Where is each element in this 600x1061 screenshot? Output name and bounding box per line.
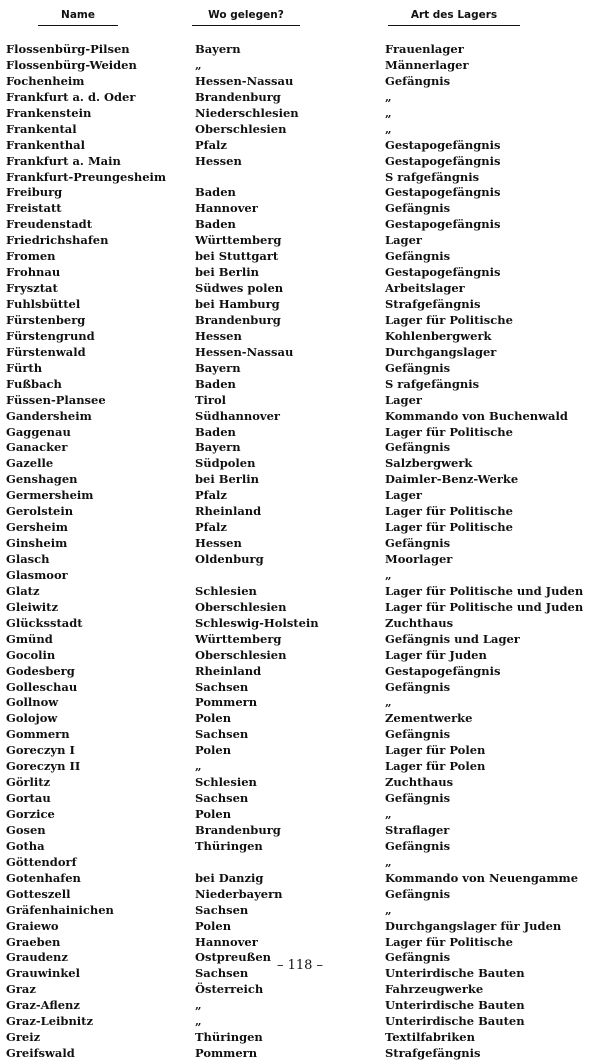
cell-location: Württemberg bbox=[195, 631, 282, 646]
cell-type: Gestapogefängnis bbox=[385, 663, 501, 678]
cell-name: Fürstenberg bbox=[6, 312, 86, 327]
cell-location: Baden bbox=[195, 424, 236, 439]
cell-location: Pfalz bbox=[195, 488, 227, 503]
cell-location: Hessen-Nassau bbox=[195, 344, 294, 359]
table-row bbox=[0, 153, 600, 169]
cell-location: Baden bbox=[195, 376, 236, 391]
cell-name: Flossenbürg-Pilsen bbox=[6, 42, 130, 56]
table-row bbox=[0, 57, 600, 73]
cell-type: Zuchthaus bbox=[385, 615, 454, 630]
cell-name: Fußbach bbox=[6, 376, 62, 391]
cell-type: Lager für Politische bbox=[385, 520, 513, 535]
table-row bbox=[0, 296, 600, 312]
cell-name: Ganacker bbox=[6, 440, 68, 455]
table-row bbox=[0, 376, 600, 392]
table-row bbox=[0, 567, 600, 583]
cell-location: Bayern bbox=[195, 42, 241, 56]
cell-type: Frauenlager bbox=[385, 42, 464, 56]
cell-name: Füssen-Plansee bbox=[6, 392, 106, 407]
cell-type: Lager für Politische und Juden bbox=[385, 599, 584, 614]
cell-location: „ bbox=[195, 1014, 202, 1029]
table-row bbox=[0, 870, 600, 886]
cell-name: Fürstengrund bbox=[6, 328, 95, 343]
cell-location: bei Danzig bbox=[195, 870, 264, 885]
cell-type: Zuchthaus bbox=[385, 775, 454, 790]
cell-name: Gotteszell bbox=[6, 886, 71, 901]
table-row bbox=[0, 1045, 600, 1061]
cell-name: Frankfurt a. d. Oder bbox=[6, 89, 136, 104]
cell-name: Freudenstadt bbox=[6, 217, 93, 232]
cell-type: Gestapogefängnis bbox=[385, 137, 501, 152]
cell-name: Gocolin bbox=[6, 647, 56, 662]
cell-name: Graiewo bbox=[6, 918, 59, 933]
cell-type: Gefängnis bbox=[385, 73, 451, 88]
cell-location: Schlesien bbox=[195, 775, 257, 790]
cell-type: Unterirdische Bauten bbox=[385, 1014, 525, 1029]
cell-location: Rheinland bbox=[195, 504, 262, 519]
cell-name: Friedrichshafen bbox=[6, 233, 109, 248]
table-row bbox=[0, 599, 600, 615]
table-row bbox=[0, 886, 600, 902]
table-row bbox=[0, 551, 600, 567]
column-header-location-label: Wo gelegen? bbox=[208, 9, 284, 21]
cell-name: Freistatt bbox=[6, 201, 62, 216]
header-underline bbox=[38, 25, 118, 26]
cell-location: Hessen bbox=[195, 153, 242, 168]
cell-name: Frankenstein bbox=[6, 105, 92, 120]
table-row bbox=[0, 471, 600, 487]
cell-location: Oldenburg bbox=[195, 552, 264, 566]
cell-name: Graz-Aflenz bbox=[6, 998, 80, 1013]
cell-name: Godesberg bbox=[6, 663, 75, 678]
cell-location: Südhannover bbox=[195, 408, 280, 423]
cell-type: Unterirdische Bauten bbox=[385, 998, 525, 1013]
cell-location: Brandenburg bbox=[195, 312, 281, 327]
table-row bbox=[0, 997, 600, 1013]
table-row bbox=[0, 248, 600, 264]
table-row bbox=[0, 615, 600, 631]
cell-location: Polen bbox=[195, 711, 232, 726]
cell-location: „ bbox=[195, 57, 202, 72]
cell-location: Polen bbox=[195, 743, 232, 758]
cell-type: Durchgangslager für Juden bbox=[385, 918, 562, 933]
cell-location: Sachsen bbox=[195, 966, 249, 981]
table-row bbox=[0, 503, 600, 519]
table-row bbox=[0, 583, 600, 599]
cell-location: Baden bbox=[195, 185, 236, 200]
cell-name: Flossenbürg-Weiden bbox=[6, 57, 137, 72]
table-row bbox=[0, 455, 600, 471]
cell-name: Germersheim bbox=[6, 488, 94, 503]
cell-name: Gleiwitz bbox=[6, 599, 58, 614]
cell-name: Glatz bbox=[6, 583, 40, 598]
table-row bbox=[0, 264, 600, 280]
cell-location: Oberschlesien bbox=[195, 121, 287, 136]
cell-location: Hannover bbox=[195, 934, 258, 949]
cell-location: Thüringen bbox=[195, 838, 263, 853]
cell-type: Gefängnis bbox=[385, 838, 451, 853]
cell-type: Lager für Polen bbox=[385, 743, 486, 758]
cell-type: Salzbergwerk bbox=[385, 456, 473, 471]
cell-type: „ bbox=[385, 854, 392, 869]
cell-name: Gotha bbox=[6, 838, 45, 853]
cell-type: Textilfabriken bbox=[385, 1030, 475, 1045]
cell-type: Durchgangslager bbox=[385, 344, 497, 359]
header-underline bbox=[192, 25, 300, 26]
cell-name: Goreczyn II bbox=[6, 759, 81, 774]
table-row bbox=[0, 663, 600, 679]
cell-type: Fahrzeugwerke bbox=[385, 982, 484, 997]
cell-location: Bayern bbox=[195, 360, 241, 375]
table-row bbox=[0, 487, 600, 503]
table-row bbox=[0, 41, 600, 57]
table-row bbox=[0, 774, 600, 790]
table-row bbox=[0, 726, 600, 742]
table-row bbox=[0, 280, 600, 296]
cell-location: Sachsen bbox=[195, 902, 249, 917]
cell-type: Gestapogefängnis bbox=[385, 265, 501, 280]
cell-location: Niederbayern bbox=[195, 886, 283, 901]
cell-name: Gaggenau bbox=[6, 424, 71, 439]
table-row bbox=[0, 694, 600, 710]
cell-name: Graeben bbox=[6, 934, 61, 949]
page-number: – 118 – bbox=[276, 958, 324, 973]
table-row bbox=[0, 918, 600, 934]
table-row bbox=[0, 806, 600, 822]
table-row bbox=[0, 439, 600, 455]
cell-name: Graz bbox=[6, 982, 36, 997]
cell-type: „ bbox=[385, 902, 392, 917]
cell-location: Polen bbox=[195, 918, 232, 933]
table-row bbox=[0, 758, 600, 774]
table-row bbox=[0, 1013, 600, 1029]
cell-location: Südwes polen bbox=[195, 281, 284, 296]
cell-name: Göttendorf bbox=[6, 854, 77, 869]
cell-type: Lager für Politische und Juden bbox=[385, 583, 584, 598]
cell-location: Pfalz bbox=[195, 137, 227, 152]
cell-location: „ bbox=[195, 759, 202, 774]
cell-type: Lager bbox=[385, 392, 422, 407]
cell-type: Gestapogefängnis bbox=[385, 153, 501, 168]
table-row bbox=[0, 854, 600, 870]
cell-type: Gefängnis bbox=[385, 791, 451, 806]
cell-name: Fuhlsbüttel bbox=[6, 297, 81, 311]
cell-type: Gefängnis bbox=[385, 360, 451, 375]
cell-name: Glasmoor bbox=[6, 567, 68, 582]
table-row bbox=[0, 790, 600, 806]
cell-name: Frankental bbox=[6, 121, 77, 136]
table-row bbox=[0, 89, 600, 105]
cell-name: Görlitz bbox=[6, 775, 51, 790]
cell-type: Gefängnis bbox=[385, 886, 451, 901]
cell-location: Baden bbox=[195, 217, 236, 232]
column-header-type-label: Art des Lagers bbox=[410, 9, 498, 21]
cell-location: Hessen-Nassau bbox=[195, 73, 294, 88]
cell-type: Lager für Politische bbox=[385, 424, 513, 439]
cell-name: Graz-Leibnitz bbox=[6, 1014, 94, 1029]
cell-location: Bayern bbox=[195, 440, 241, 455]
cell-type: „ bbox=[385, 695, 392, 710]
cell-type: „ bbox=[385, 105, 392, 120]
cell-name: Freiburg bbox=[6, 185, 63, 200]
cell-type: Gestapogefängnis bbox=[385, 217, 501, 232]
cell-type: Lager für Politische bbox=[385, 312, 513, 327]
cell-location: Hessen bbox=[195, 328, 242, 343]
cell-location: „ bbox=[195, 998, 202, 1013]
cell-type: Gefängnis bbox=[385, 536, 451, 551]
cell-type: „ bbox=[385, 121, 392, 136]
header-underline bbox=[388, 25, 520, 26]
cell-location: Niederschlesien bbox=[195, 105, 299, 120]
cell-location: Brandenburg bbox=[195, 822, 281, 837]
cell-type: Lager für Polen bbox=[385, 759, 486, 774]
cell-type: „ bbox=[385, 807, 392, 821]
cell-location: Württemberg bbox=[195, 233, 282, 248]
table-row bbox=[0, 105, 600, 121]
cell-name: Fürth bbox=[6, 360, 43, 375]
table-row bbox=[0, 710, 600, 726]
table-row bbox=[0, 424, 600, 440]
table-row bbox=[0, 631, 600, 647]
table-row bbox=[0, 216, 600, 232]
cell-type: „ bbox=[385, 567, 392, 582]
cell-name: Gommern bbox=[6, 727, 70, 742]
cell-type: Lager für Juden bbox=[385, 647, 487, 662]
cell-type: Strafgefängnis bbox=[385, 1046, 481, 1061]
cell-name: Gerolstein bbox=[6, 504, 74, 519]
column-header-location bbox=[192, 9, 300, 21]
cell-location: Ostpreußen bbox=[195, 950, 271, 965]
table-row bbox=[0, 1029, 600, 1045]
table-row bbox=[0, 73, 600, 89]
cell-name: Fürstenwald bbox=[6, 344, 86, 359]
cell-location: Brandenburg bbox=[195, 89, 281, 104]
cell-name: Gorzice bbox=[6, 807, 55, 821]
cell-type: Zementwerke bbox=[385, 711, 473, 726]
cell-type: Arbeitslager bbox=[385, 281, 465, 296]
cell-location: bei Hamburg bbox=[195, 297, 280, 311]
cell-name: Gortau bbox=[6, 791, 51, 806]
cell-name: Frankfurt a. Main bbox=[6, 153, 121, 168]
cell-type: Gefängnis bbox=[385, 249, 451, 264]
cell-name: Gazelle bbox=[6, 456, 54, 471]
table-row bbox=[0, 519, 600, 535]
cell-name: Graudenz bbox=[6, 950, 68, 965]
cell-location: Pfalz bbox=[195, 520, 227, 535]
table-row bbox=[0, 934, 600, 950]
table-row bbox=[0, 392, 600, 408]
cell-location: Pommern bbox=[195, 695, 258, 710]
cell-type: Kommando von Neuengamme bbox=[385, 870, 579, 885]
column-header-type bbox=[388, 9, 520, 21]
cell-type: Kommando von Buchenwald bbox=[385, 408, 568, 423]
cell-type: Straflager bbox=[385, 822, 450, 837]
table-row bbox=[0, 360, 600, 376]
cell-type: Gefängnis bbox=[385, 950, 451, 965]
table-row bbox=[0, 535, 600, 551]
cell-name: Ginsheim bbox=[6, 536, 68, 551]
cell-location: Oberschlesien bbox=[195, 647, 287, 662]
table-row bbox=[0, 981, 600, 997]
cell-name: Goreczyn I bbox=[6, 743, 75, 758]
cell-location: Schleswig-Holstein bbox=[195, 615, 319, 630]
table-row bbox=[0, 408, 600, 424]
cell-type: „ bbox=[385, 89, 392, 104]
cell-location: Polen bbox=[195, 807, 232, 821]
cell-location: Rheinland bbox=[195, 663, 262, 678]
cell-type: Gefängnis bbox=[385, 727, 451, 742]
cell-type: Gefängnis bbox=[385, 440, 451, 455]
cell-location: Hannover bbox=[195, 201, 258, 216]
cell-type: Moorlager bbox=[385, 552, 453, 566]
table-row bbox=[0, 312, 600, 328]
cell-location: Schlesien bbox=[195, 583, 257, 598]
cell-location: Österreich bbox=[195, 982, 264, 997]
cell-location: Sachsen bbox=[195, 791, 249, 806]
table-row bbox=[0, 232, 600, 248]
table-row bbox=[0, 838, 600, 854]
table-row bbox=[0, 679, 600, 695]
cell-location: Pommern bbox=[195, 1046, 258, 1061]
cell-location: Sachsen bbox=[195, 679, 249, 694]
cell-location: Hessen bbox=[195, 536, 242, 551]
cell-name: Golleschau bbox=[6, 679, 78, 694]
cell-location: Sachsen bbox=[195, 727, 249, 742]
cell-location: Tirol bbox=[195, 392, 227, 407]
cell-type: Strafgefängnis bbox=[385, 297, 481, 311]
cell-name: Greiz bbox=[6, 1030, 41, 1045]
table-row bbox=[0, 184, 600, 200]
cell-location: bei Stuttgart bbox=[195, 249, 279, 264]
camp-table bbox=[0, 41, 600, 1061]
cell-name: Frysztat bbox=[6, 281, 58, 296]
table-row bbox=[0, 169, 600, 185]
cell-name: Frohnau bbox=[6, 265, 61, 280]
cell-type: Daimler-Benz-Werke bbox=[385, 472, 519, 487]
cell-type: Lager für Politische bbox=[385, 504, 513, 519]
cell-name: Glasch bbox=[6, 552, 50, 566]
cell-name: Golojow bbox=[6, 711, 58, 726]
cell-name: Gosen bbox=[6, 822, 46, 837]
cell-name: Gandersheim bbox=[6, 408, 92, 423]
cell-name: Genshagen bbox=[6, 472, 78, 487]
cell-type: Männerlager bbox=[385, 57, 469, 72]
cell-name: Greifswald bbox=[6, 1046, 75, 1061]
cell-name: Fromen bbox=[6, 249, 56, 264]
table-row bbox=[0, 328, 600, 344]
table-row bbox=[0, 137, 600, 153]
cell-type: Unterirdische Bauten bbox=[385, 966, 525, 981]
cell-name: Glücksstadt bbox=[6, 615, 83, 630]
cell-location: Südpolen bbox=[195, 456, 256, 471]
table-row bbox=[0, 902, 600, 918]
cell-location: bei Berlin bbox=[195, 472, 259, 487]
cell-location: Thüringen bbox=[195, 1030, 263, 1045]
cell-location: bei Berlin bbox=[195, 265, 259, 280]
column-header-name-label: Name bbox=[61, 9, 95, 21]
table-row bbox=[0, 344, 600, 360]
cell-type: S rafgefängnis bbox=[385, 376, 480, 391]
column-header-name bbox=[38, 9, 118, 21]
cell-name: Gotenhafen bbox=[6, 870, 81, 885]
cell-name: Gollnow bbox=[6, 695, 59, 710]
table-row bbox=[0, 742, 600, 758]
cell-type: Lager für Politische bbox=[385, 934, 513, 949]
cell-name: Frankenthal bbox=[6, 137, 85, 152]
table-row bbox=[0, 121, 600, 137]
cell-type: Gefängnis bbox=[385, 201, 451, 216]
cell-type: Kohlenbergwerk bbox=[385, 328, 492, 343]
cell-type: Gefängnis bbox=[385, 679, 451, 694]
cell-type: Gestapogefängnis bbox=[385, 185, 501, 200]
cell-type: Gefängnis und Lager bbox=[385, 631, 520, 646]
cell-location: Oberschlesien bbox=[195, 599, 287, 614]
cell-name: Grauwinkel bbox=[6, 966, 80, 981]
cell-name: Gmünd bbox=[6, 631, 53, 646]
table-row bbox=[0, 200, 600, 216]
cell-type: Lager bbox=[385, 233, 422, 248]
table-row bbox=[0, 647, 600, 663]
cell-name: Gersheim bbox=[6, 520, 68, 535]
cell-type: Lager bbox=[385, 488, 422, 503]
cell-name: Gräfenhainichen bbox=[6, 902, 114, 917]
cell-name: Fochenheim bbox=[6, 73, 85, 88]
cell-type: S rafgefängnis bbox=[385, 169, 480, 184]
cell-name: Frankfurt-Preungesheim bbox=[6, 169, 167, 184]
table-row bbox=[0, 822, 600, 838]
